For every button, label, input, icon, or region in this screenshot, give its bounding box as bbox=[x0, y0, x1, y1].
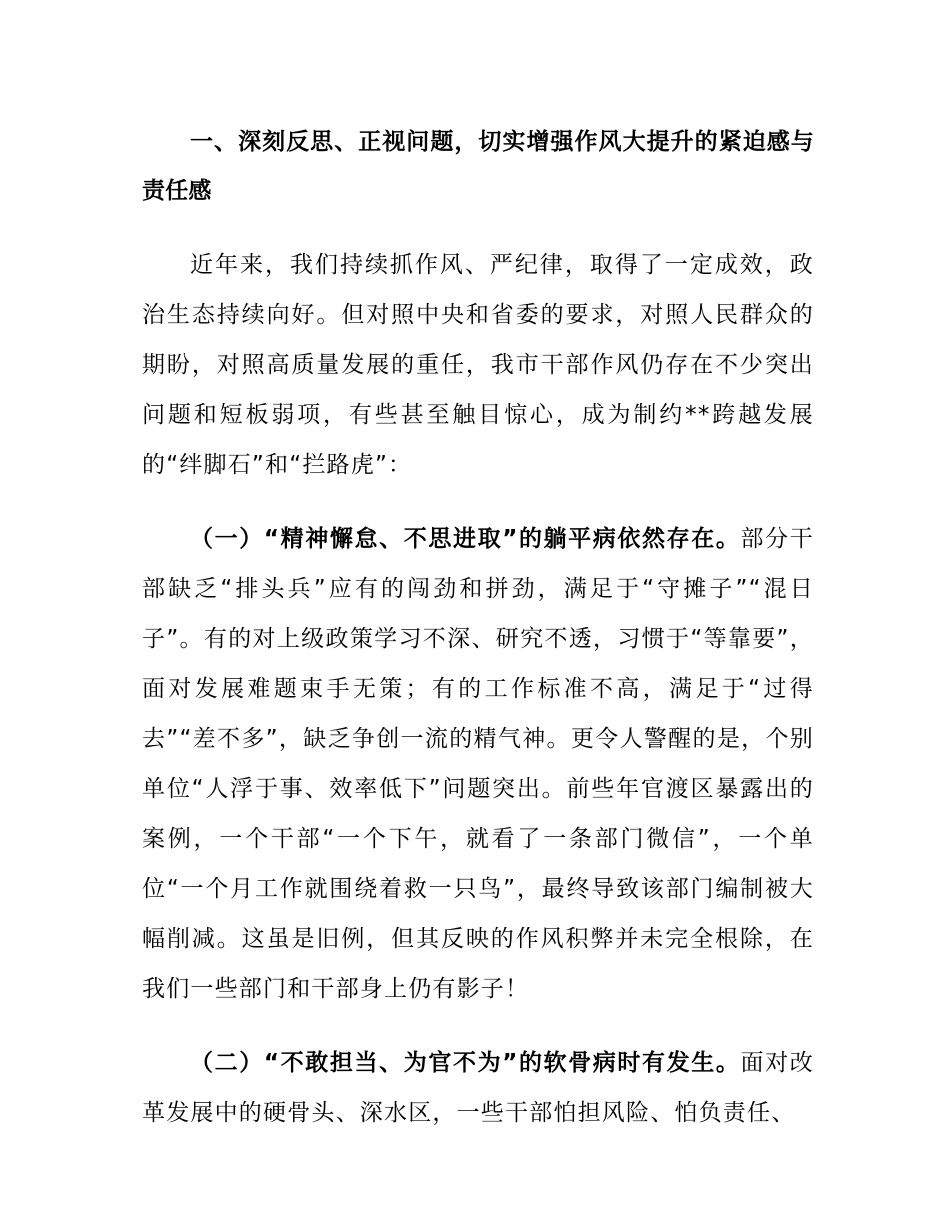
spacer bbox=[142, 490, 814, 514]
subsection-body-2: 面对改革发展中的硬骨头、深水区，一些干部怕担风险、怕负责任、 bbox=[142, 1050, 814, 1126]
subsection-paragraph-2 bbox=[142, 1038, 814, 1138]
intro-paragraph: 近年来，我们持续抓作风、严纪律，取得了一定成效，政治生态持续向好。但对照中央和省委的要求，对照人民群众的期盼，对照高质量发展的重任，我市干部作风仍存在不少突出问题和短板弱项，有些甚至触目惊心，成为制约**跨越发展的“绊脚石”和“拦路虎”： bbox=[142, 252, 814, 478]
subsection-paragraph-1 bbox=[142, 514, 814, 1014]
subsection-lead-1: （一）“精神懈怠、不思进取”的躺平病依然存在。 bbox=[190, 526, 741, 552]
spacer bbox=[142, 1014, 814, 1038]
subsection-body-1: 部分干部缺乏“排头兵”应有的闯劲和拼劲，满足于“守摊子”“混日子”。有的对上级政策学习不深、研究不透，习惯于“等靠要”，面对发展难题束手无策；有的工作标准不高，满足于“过得去”“差不多”，缺乏争创一流的精气神。更令人警醒的是，个别单位“人浮于事、效率低下”问题突出。前些年官渡区暴露出的案例，一个干部“一个下午，就看了一条部门微信”，一个单位“一个月工作就围绕着救一只鸟”，最终导致该部门编制被大幅削减。这虽是旧例，但其反映的作风积弊并未完全根除，在我们一些部门和干部身上仍有影子！ bbox=[142, 526, 814, 1002]
section-heading: 一、深刻反思、正视问题，切实增强作风大提升的紧迫感与责任感 bbox=[142, 129, 814, 204]
document-body bbox=[142, 118, 814, 1138]
spacer bbox=[142, 216, 814, 240]
subsection-lead-2: （二）“不敢担当、为官不为”的软骨病时有发生。 bbox=[190, 1050, 741, 1076]
